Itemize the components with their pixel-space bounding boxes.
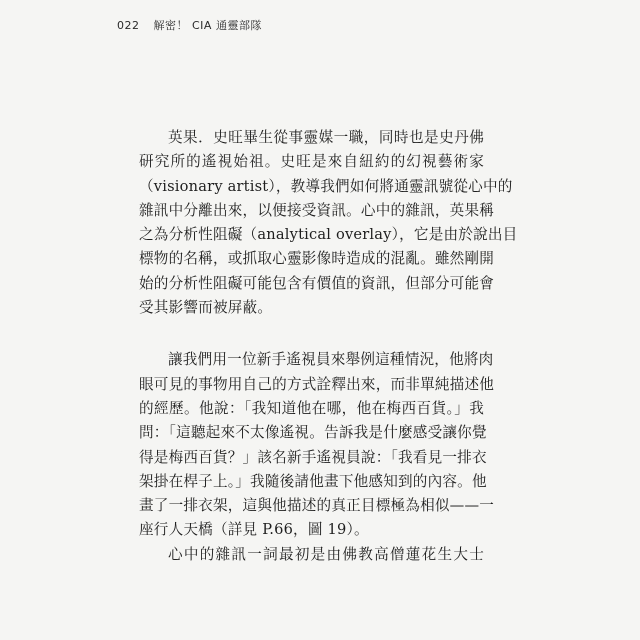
body-text	[139, 126, 518, 567]
text-line: 始的分析性阻礙可能包含有價值的資訊，但部分可能會	[139, 274, 495, 292]
text-line: 畫了一排衣架，這與他描述的真正目標極為相似——一	[139, 497, 495, 515]
text-line: 眼可見的事物用自己的方式詮釋出來，而非單純描述他	[139, 375, 495, 393]
text-line: 問：「這聽起來不太像遙視。告訴我是什麼感受讓你覺	[139, 424, 487, 442]
text-line: 的經歷。他說：「我知道他在哪，他在梅西百貨。」我	[139, 399, 484, 417]
text-line: 座行人天橋（詳見 P.66，圖 19）。	[139, 521, 369, 539]
book-title: 解密！ CIA 通靈部隊	[153, 19, 262, 32]
page-number: 022	[117, 19, 140, 32]
paragraph-gap	[139, 320, 484, 348]
paragraph-2	[139, 348, 495, 542]
text-line: 心中的雜訊一詞最初是由佛教高僧蓮花生大士	[168, 545, 484, 563]
text-line: 研究所的遙視始祖。史旺是來自紐約的幻視藝術家	[139, 153, 484, 171]
text-line: 標物的名稱，或抓取心靈影像時造成的混亂。雖然剛開	[139, 250, 495, 268]
running-head	[117, 17, 262, 33]
paragraph-1	[139, 126, 518, 320]
text-line: 雜訊中分離出來，以便接受資訊。心中的雜訊，英果稱	[139, 201, 495, 219]
paragraph-3	[139, 543, 484, 567]
text-line: 受其影響而被屏蔽。	[139, 299, 273, 317]
text-line: 架掛在桿子上。」我隨後請他畫下他感知到的內容。他	[139, 472, 487, 490]
text-line: 讓我們用一位新手遙視員來舉例這種情況，他將肉	[168, 351, 494, 369]
text-line: 得是梅西百貨？」該名新手遙視員說：「我看見一排衣	[139, 448, 487, 466]
text-line: 英果．史旺畢生從事靈媒一職，同時也是史丹佛	[168, 129, 484, 146]
text-line: （visionary artist），教導我們如何將通靈訊號從心中的	[139, 177, 513, 195]
text-line: 之為分析性阻礙（analytical overlay），它是由於說出目	[139, 226, 518, 244]
